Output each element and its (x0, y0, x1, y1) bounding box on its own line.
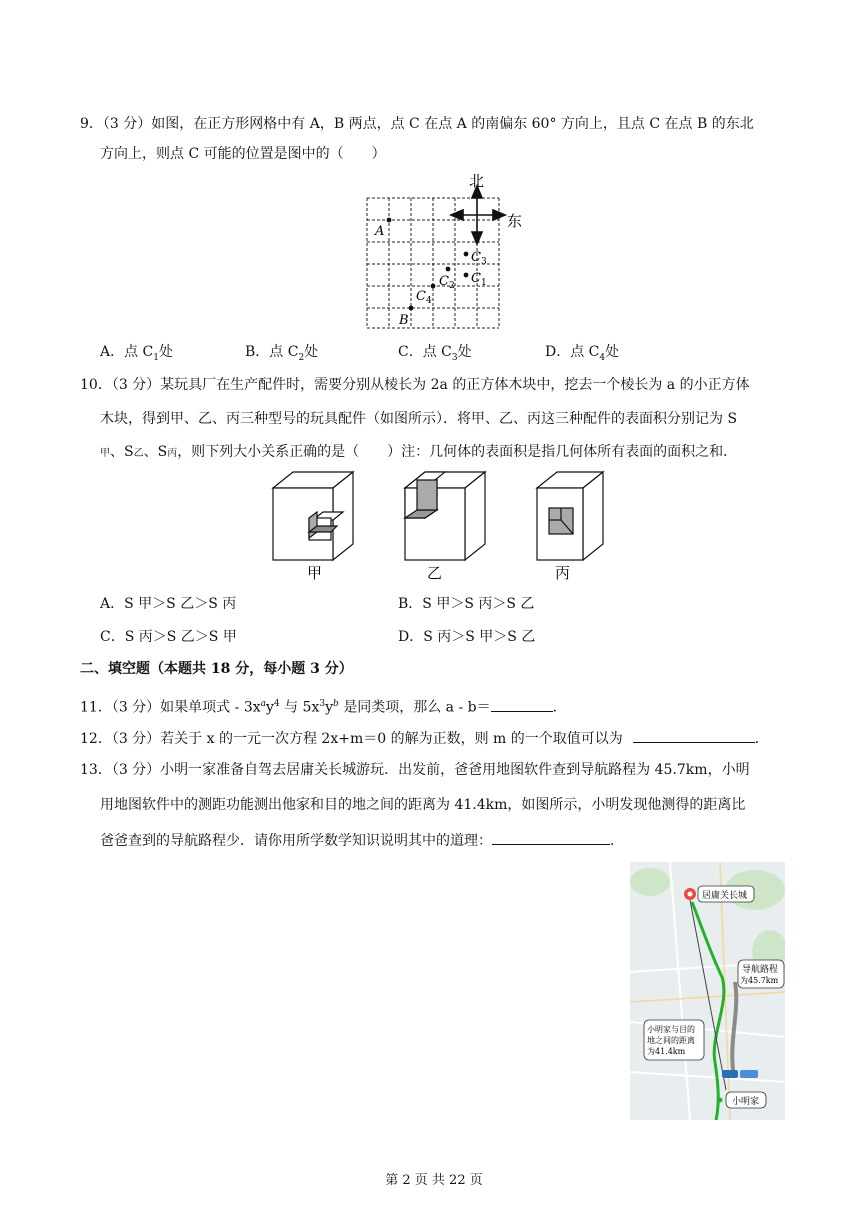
q10-text-1: （3 分）某玩具厂在生产配件时，需要分别从棱长为 2a 的正方体木块中，挖去一个棱长为 a 的小正方体 (111, 377, 750, 393)
q9-option-d[interactable]: D．点 $C_4$处 (545, 344, 620, 363)
point-c2 (446, 267, 451, 272)
q10-line1 (80, 376, 750, 394)
q10-option-d[interactable]: D．S 丙＞S 甲＞S 乙 (398, 629, 536, 645)
q12-line: 12．（3 分）若关于 x 的一元一次方程 2x+m＝0 的解为正数，则 m 的一个取值可以为 ． (80, 728, 769, 748)
label-a: A (375, 224, 385, 239)
cube-bing (537, 472, 603, 560)
point-b (409, 306, 414, 311)
q10-option-a[interactable]: A．S 甲＞S 乙＞S 丙 (100, 596, 237, 612)
q13-line2: 用地图软件中的测距功能测出他家和目的地之间的距离为 41.4km，如图所示，小明发现他测得的距离比 (100, 797, 746, 813)
label-c1: $C_1$ (471, 271, 487, 288)
map-nav-label-2: 为45.7km (740, 976, 779, 985)
map-home-label: 小明家 (732, 1097, 760, 1107)
label-b: B (399, 313, 409, 328)
point-c1 (464, 273, 469, 278)
q9-grid-figure (355, 170, 535, 335)
map-dist-label-1: 小明家与目的 (647, 1025, 695, 1034)
q10-line3: 甲、S乙、S丙，则下列大小关系正确的是（ ）注：几何体的表面积是指几何体所有表面的面积之和． (100, 444, 738, 460)
map-dest-label: 居庸关长城 (702, 891, 748, 901)
q13-answer-blank[interactable] (492, 830, 610, 845)
q13-map-figure (630, 862, 785, 1120)
q10-number: 10． (80, 377, 112, 393)
q9-number: 9． (80, 116, 103, 132)
point-a (387, 218, 392, 223)
cube-label-jia: 甲 (307, 564, 323, 582)
cube-jia (273, 472, 353, 560)
q9-option-b[interactable]: B．点 $C_2$处 (245, 344, 319, 363)
cube-label-yi: 乙 (427, 564, 443, 582)
q10-option-b[interactable]: B．S 甲＞S 丙＞S 乙 (398, 596, 535, 612)
map-nav-label-1: 导航路程 (742, 965, 779, 975)
map-dist-label-2: 地之间的距离 (647, 1036, 695, 1045)
q10-line2: 木块，得到甲、乙、丙三种型号的玩具配件（如图所示）．将甲、乙、丙这三种配件的表面积分别记为 S (100, 411, 738, 427)
home-marker-icon (718, 1098, 723, 1103)
q10-cube-figures (265, 468, 605, 588)
point-c3 (464, 252, 469, 257)
q10-option-c[interactable]: C．S 丙＞S 乙＞S 甲 (100, 629, 237, 645)
cube-yi (405, 472, 485, 560)
point-c4 (431, 284, 436, 289)
q9-text-1: （3 分）如图，在正方形网格中有 A，B 两点，点 C 在点 A 的南偏东 60° 方向上，且点 C 在点 B 的东北 (102, 116, 754, 132)
map-dist-label-3: 为41.4km (647, 1047, 686, 1056)
q11-answer-blank[interactable] (491, 697, 553, 712)
q11-line: 11．（3 分）如果单项式 - $3x^ay^4$ 与 $5x^3y^b$ 是同类项，那么 a - b＝ ． (80, 695, 567, 717)
q9-line2: 方向上，则点 C 可能的位置是图中的（ ） (100, 146, 386, 162)
compass-icon (451, 186, 505, 244)
north-label: 北 (469, 172, 485, 190)
label-c3: $C_3$ (471, 250, 487, 267)
cube-label-bing: 丙 (555, 564, 571, 582)
q13-line1: 13．（3 分）小明一家准备自驾去居庸关长城游玩．出发前，爸爸用地图软件查到导航路程为 45.7km，小明 (80, 762, 750, 778)
q9-option-c[interactable]: C．点 $C_3$处 (398, 344, 472, 363)
label-c4: $C_4$ (416, 289, 432, 306)
east-label: 东 (507, 212, 523, 230)
q12-answer-blank[interactable] (633, 728, 755, 743)
q9-option-a[interactable]: A．点 $C_1$处 (100, 344, 174, 363)
q13-line3: 爸爸查到的导航路程少．请你用所学数学知识说明其中的道理： ． (100, 830, 624, 850)
q9-line1 (80, 115, 754, 133)
label-c2: $C_2$ (439, 274, 455, 291)
section-title: 二、填空题（本题共 18 分，每小题 3 分） (80, 661, 353, 677)
page-footer: 第 2 页 共 22 页 (385, 1173, 483, 1188)
